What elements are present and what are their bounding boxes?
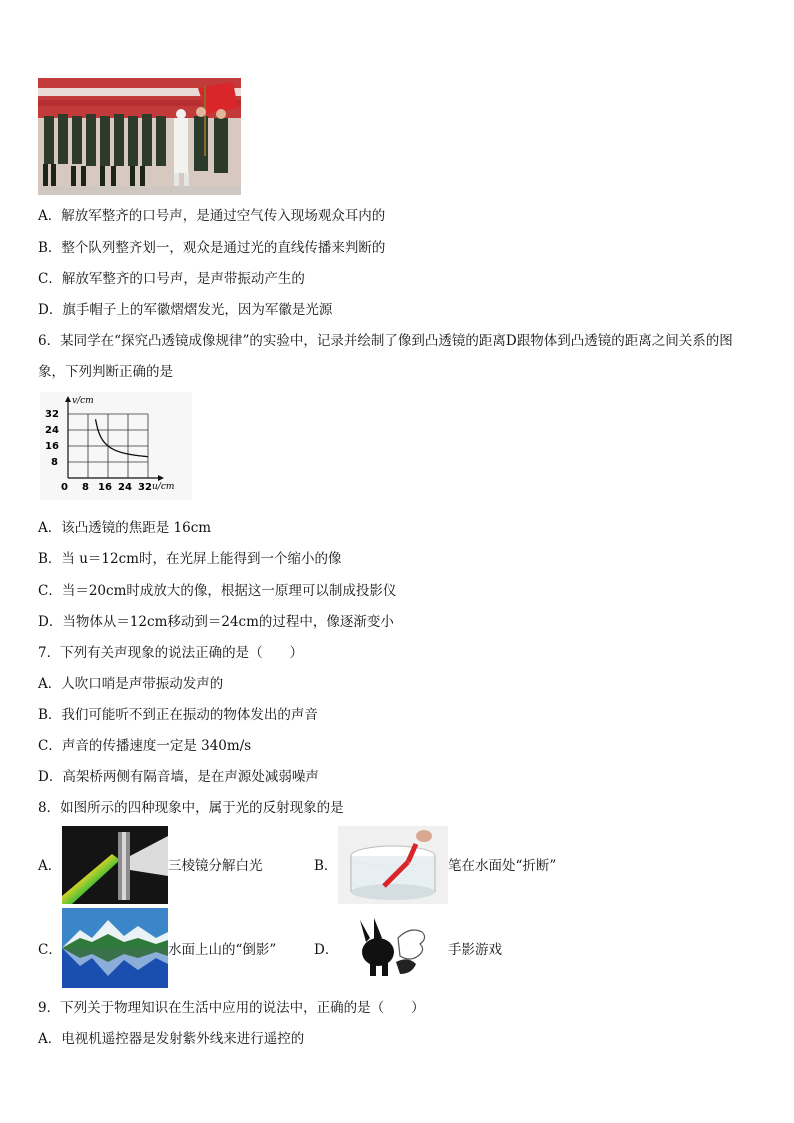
graph-x-tick: 8: [82, 482, 89, 493]
q8-option-d-letter: D．: [314, 942, 339, 958]
hand-shadow-photo: [352, 916, 432, 980]
q6-option-b: B．当 u＝12cm时，在光屏上能得到一个缩小的像: [38, 551, 342, 567]
q6-option-d: D．当物体从＝12cm移动到＝24cm的过程中，像逐渐变小: [38, 614, 394, 630]
prism-photo: [62, 826, 168, 904]
graph-x-tick: 0: [61, 482, 68, 493]
q8-option-a-caption: 三棱镜分解白光: [168, 858, 263, 874]
graph-y-tick: 8: [51, 457, 58, 468]
q9-option-a: A．电视机遥控器是发射紫外线来进行遥控的: [38, 1031, 305, 1047]
graph-x-label: u/cm: [152, 482, 175, 492]
q8-option-d-caption: 手影游戏: [448, 942, 502, 958]
q5-option-c: C．解放军整齐的口号声，是声带振动产生的: [38, 271, 305, 287]
q7-stem: 7．下列有关声现象的说法正确的是（ ）: [38, 645, 304, 661]
graph-x-tick: 16: [98, 482, 112, 493]
q6-option-c: C．当＝20cm时成放大的像，根据这一原理可以制成投影仪: [38, 583, 397, 599]
q8-option-c-letter: C．: [38, 942, 62, 958]
q6-stem: 6．某同学在“探究凸透镜成像规律”的实验中，记录并绘制了像到凸透镜的距离D跟物体到凸透镜的距离之间关系的图象，下列判断正确的是: [38, 333, 733, 380]
q7-option-a: A．人吹口哨是声带振动发声的: [38, 676, 224, 692]
q7-option-b: B．我们可能听不到正在振动的物体发出的声音: [38, 707, 318, 723]
q6-option-a: A．该凸透镜的焦距是 16cm: [38, 520, 212, 536]
graph-y-tick: 24: [45, 425, 59, 436]
mountain-reflection-photo: [62, 908, 168, 988]
q7-option-d: D．高架桥两侧有隔音墙，是在声源处减弱噪声: [38, 769, 319, 785]
graph-y-label: v/cm: [72, 396, 94, 406]
q5-option-b: B．整个队列整齐划一，观众是通过光的直线传播来判断的: [38, 240, 386, 256]
lens-graph: [40, 392, 192, 500]
pen-in-water-photo: [338, 826, 448, 904]
parade-photo: [38, 78, 241, 195]
graph-y-tick: 16: [45, 441, 59, 452]
graph-y-tick: 32: [45, 409, 59, 420]
q8-option-c-caption: 水面上山的“倒影”: [168, 942, 277, 958]
graph-x-tick: 24: [118, 482, 132, 493]
q8-option-b-caption: 笔在水面处“折断”: [448, 858, 557, 874]
q8-option-b-letter: B．: [314, 858, 338, 874]
q9-stem: 9．下列关于物理知识在生活中应用的说法中，正确的是（ ）: [38, 1000, 425, 1016]
q8-option-a-letter: A．: [38, 858, 62, 874]
q5-option-a: A．解放军整齐的口号声，是通过空气传入现场观众耳内的: [38, 208, 386, 224]
q7-option-c: C．声音的传播速度一定是 340m/s: [38, 738, 252, 754]
q8-stem: 8．如图所示的四种现象中，属于光的反射现象的是: [38, 800, 344, 816]
q5-option-d: D．旗手帽子上的军徽熠熠发光，因为军徽是光源: [38, 302, 333, 318]
graph-x-tick: 32: [138, 482, 152, 493]
